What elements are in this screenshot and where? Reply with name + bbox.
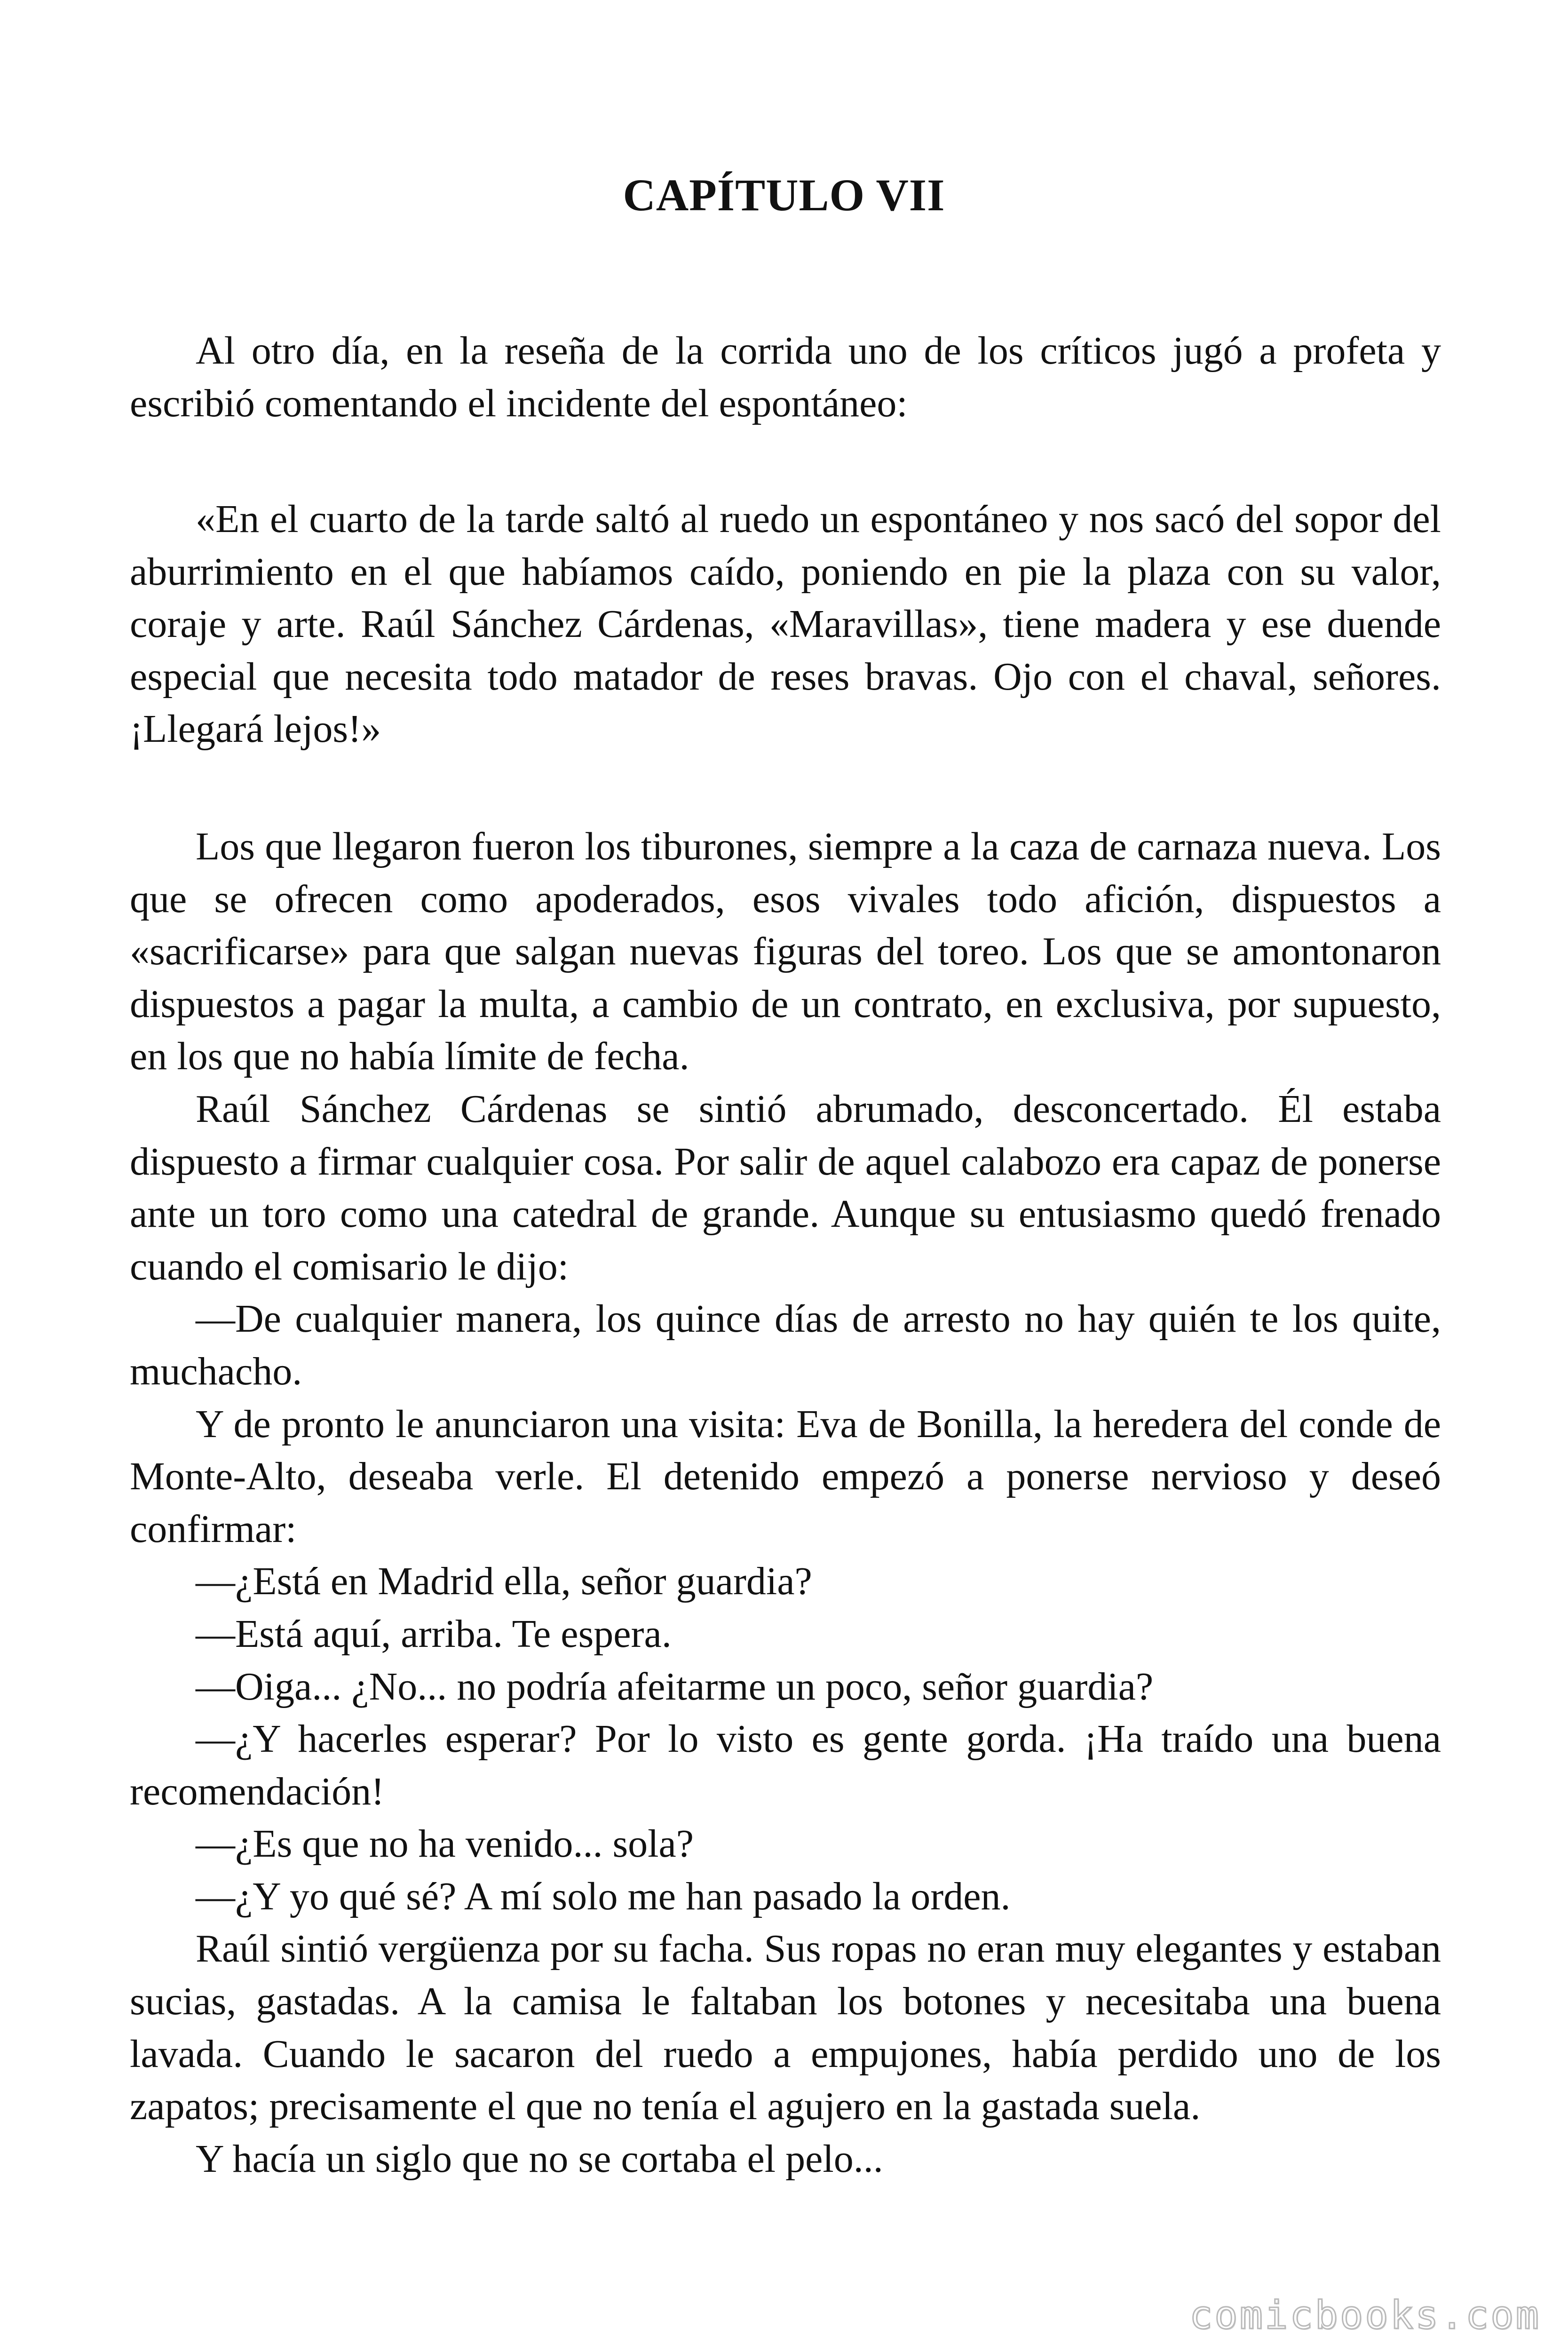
paragraph: «En el cuarto de la tarde saltó al ruedo un espontáneo y nos sacó del sopor del aburrimiento en el que habíamos caído, poniendo en pie la plaza con su valor, coraje y arte. Raúl Sánchez Cárdenas, «Maravillas», tiene madera y ese duende especial que necesita todo matador de reses bravas. Ojo con el chaval, señores. ¡Llegará lejos!» (130, 497, 1441, 751)
dialogue-line: —¿Y hacerles esperar? Por lo visto es gente gorda. ¡Ha traído una buena recomendación! (130, 1717, 1441, 1813)
narrative-block (130, 820, 1441, 2185)
opening-paragraph-block (130, 325, 1441, 429)
chapter-title: CAPÍTULO VII (623, 170, 945, 220)
paragraph: Y de pronto le anunciaron una visita: Eva de Bonilla, la heredera del conde de Monte-Alto, deseaba verle. El detenido empezó a ponerse nervioso y deseó confirmar: (130, 1402, 1441, 1551)
dialogue-line: —Está aquí, arriba. Te espera. (196, 1612, 672, 1656)
dialogue-line: —¿Es que no ha venido... sola? (196, 1822, 694, 1866)
dialogue-line: —¿Y yo qué sé? A mí solo me han pasado la orden. (196, 1874, 1011, 1918)
dialogue-line: —¿Está en Madrid ella, señor guardia? (196, 1559, 812, 1604)
dialogue-line: —Oiga... ¿No... no podría afeitarme un poco, señor guardia? (196, 1664, 1154, 1708)
paragraph: Raúl Sánchez Cárdenas se sintió abrumado, desconcertado. Él estaba dispuesto a firmar cualquier cosa. Por salir de aquel calabozo era capaz de ponerse ante un toro como una catedral de grande. Aunque su entusiasmo quedó frenado cuando el comisario le dijo: (130, 1087, 1441, 1288)
paragraph: Y hacía un siglo que no se cortaba el pelo... (196, 2137, 883, 2181)
paragraph: Los que llegaron fueron los tiburones, siempre a la caza de carnaza nueva. Los que se ofrecen como apoderados, esos vivales todo afición, dispuestos a «sacrificarse» para que salgan nuevas figuras del toreo. Los que se amontonaron dispuestos a pagar la multa, a cambio de un contrato, en exclusiva, por supuesto, en los que no había límite de fecha. (130, 825, 1441, 1079)
quoted-review-block (130, 493, 1441, 755)
paragraph: Raúl sintió vergüenza por su facha. Sus ropas no eran muy elegantes y estaban sucias, gastadas. A la camisa le faltaban los botones y necesitaba una buena lavada. Cuando le sacaron del ruedo a empujones, había perdido uno de los zapatos; precisamente el que no tenía el agujero en la gastada suela. (130, 1927, 1441, 2129)
paragraph: Al otro día, en la reseña de la corrida uno de los críticos jugó a profeta y escribió comentando el incidente del espontáneo: (130, 329, 1441, 425)
watermark: comicbooks.com (1189, 2293, 1541, 2338)
dialogue-line: —De cualquier manera, los quince días de arresto no hay quién te los quite, muchacho. (130, 1297, 1441, 1393)
